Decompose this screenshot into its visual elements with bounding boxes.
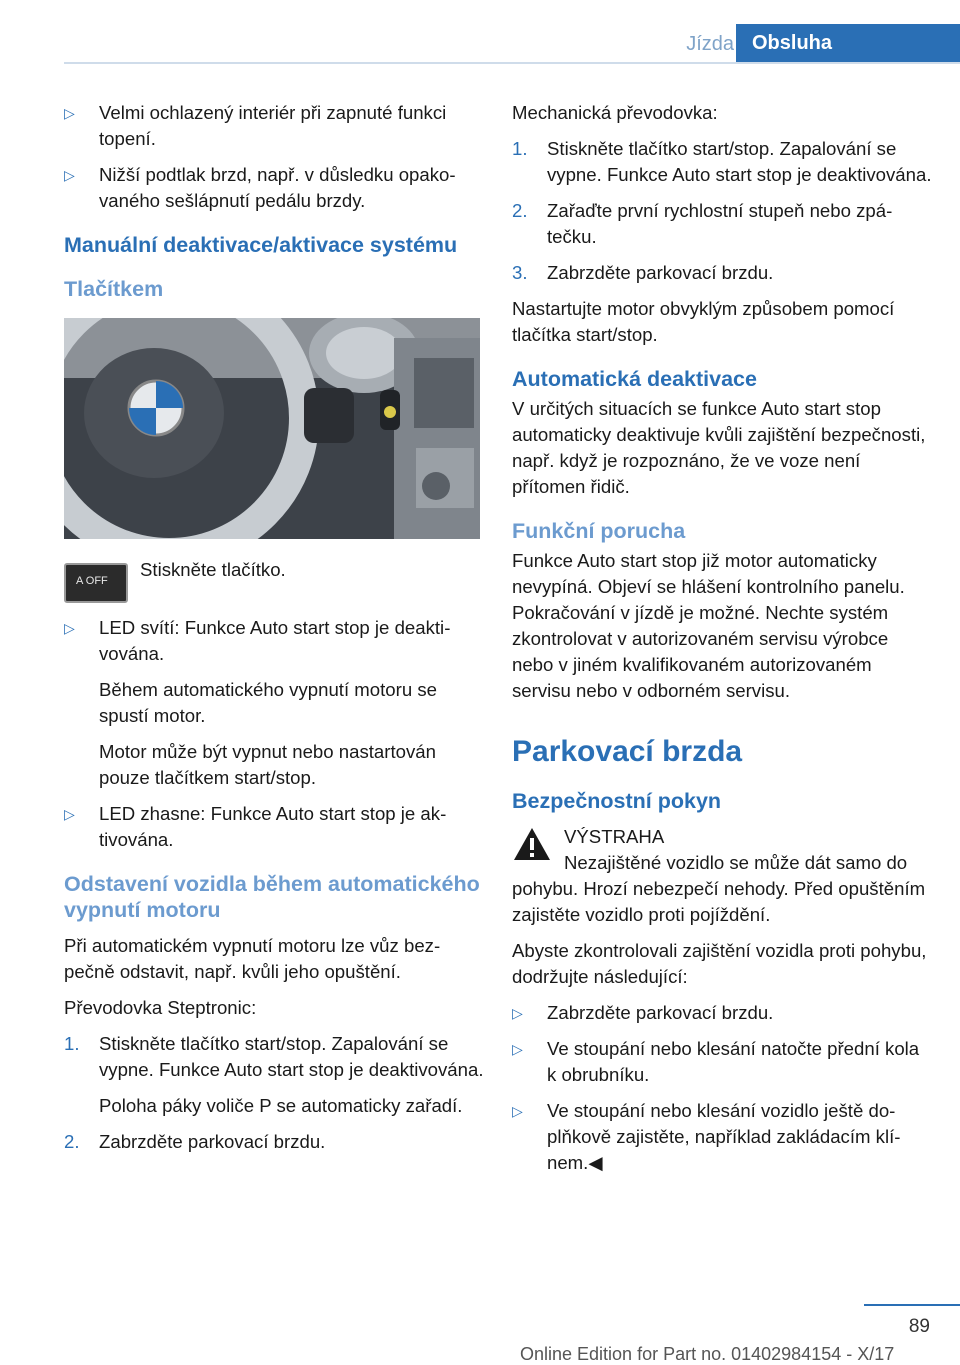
auto-start-stop-button[interactable]: A OFF (64, 563, 128, 603)
triangle-bullet-icon: ▷ (512, 1103, 523, 1119)
heading-by-button: Tlačítkem (64, 277, 164, 301)
triangle-bullet-icon: ▷ (64, 806, 75, 822)
tab-obsluha[interactable]: Obsluha (736, 24, 960, 62)
list-item: ▷ Nižší podtlak brzd, např. v důsledku opakovaného sešlápnutí pedálu brzdy. (64, 164, 456, 211)
list-item: ▷ LED svítí: Funkce Auto start stop je deaktivována. Během automatického vypnutí motoru se spustí motor. Motor může být vypnut nebo nastartován pouze tlačítkem start/stop. (64, 617, 451, 788)
warning-title: VÝSTRAHA (564, 826, 665, 847)
heading-parking-brake: Parkovací brzda (512, 735, 743, 768)
heading-safety-note: Bezpečnostní pokyn (512, 789, 722, 813)
right-column (512, 100, 932, 1186)
left-column (64, 100, 484, 1165)
auto-start-stop-button-row (64, 557, 484, 601)
steering-wheel-photo (64, 318, 480, 539)
numbered-item: 1. Stiskněte tlačítko start/stop. Zapalování se vypne. Funkce Auto start stop je deaktivována. (512, 138, 932, 185)
page-number: 89 (908, 1316, 930, 1337)
heading-malfunction: Funkční porucha (512, 519, 686, 543)
list-item: ▷ LED zhasne: Funkce Auto start stop je aktivována. (64, 803, 447, 850)
warning-text: Nezajištěné vozidlo se může dát samo do pohybu. Hrozí nebezpečí nehody. Před opuštěním zajistěte vozidlo proti pojíždění. (512, 852, 926, 925)
triangle-bullet-icon: ▷ (64, 105, 75, 121)
warning-block (512, 824, 932, 878)
malfunction-text: Funkce Auto start stop již motor automaticky nevypíná. Objeví se hlášení kontrolního panelu. Pokračování v jízdě je možné. Nechte systém zkontrolovat v autorizovaném servisu výrobce nebo v jiném kvalifikovaném autorizovaném servisu nebo v odborném servisu. (512, 550, 905, 701)
header-divider (64, 62, 960, 64)
footer-divider (864, 1304, 960, 1306)
footer-edition: Online Edition for Part no. 01402984154 - X/17 (520, 1344, 895, 1364)
check-text: Abyste zkontrolovali zajištění vozidla proti pohybu, dodržujte následující: (512, 940, 927, 987)
list-item: ▷ Velmi ochlazený interiér při zapnuté funkci topení. (64, 102, 447, 149)
button-caption: Stiskněte tlačítko. (140, 559, 286, 580)
numbered-item: 2. Zabrzděte parkovací brzdu. (64, 1131, 326, 1152)
parking-text: Při automatickém vypnutí motoru lze vůz bezpečně odstavit, např. kvůli jeho opuštění. (64, 935, 441, 982)
tab-jizda[interactable]: Jízda (686, 33, 734, 55)
manual-transmission-label: Mechanická převodovka: (512, 102, 718, 123)
steptronic-label: Převodovka Steptronic: (64, 997, 257, 1018)
heading-parking-during-stop: Odstavení vozidla během automatického vypnutí motoru (64, 872, 480, 922)
numbered-item: 3. Zabrzděte parkovací brzdu. (512, 262, 774, 283)
numbered-item: 2. Zařaďte první rychlostní stupeň nebo zpátečku. (512, 200, 893, 247)
auto-deactivation-text: V určitých situacích se funkce Auto start stop automaticky deaktivuje kvůli zajištění bezpečnosti, např. když je rozpoznáno, že ve voze není přítomen řidič. (512, 398, 926, 497)
heading-automatic-deactivation: Automatická deaktivace (512, 367, 757, 391)
triangle-bullet-icon: ▷ (512, 1005, 523, 1021)
manual-after-text: Nastartujte motor obvyklým způsobem pomocí tlačítka start/stop. (512, 298, 895, 345)
numbered-item: 1. Stiskněte tlačítko start/stop. Zapalování se vypne. Funkce Auto start stop je deaktivována. Poloha páky voliče P se automaticky zařadí. (64, 1033, 484, 1116)
triangle-bullet-icon: ▷ (512, 1041, 523, 1057)
dashboard-illustration (64, 318, 480, 539)
list-item: ▷ Ve stoupání nebo klesání vozidlo ještě doplňkově zajistěte, například zakládacím klínem.◀ (512, 1100, 901, 1173)
warning-triangle-icon (512, 826, 552, 862)
heading-manual-deactivation: Manuální deaktivace/aktivace systému (64, 233, 458, 257)
list-item: ▷ Zabrzděte parkovací brzdu. (512, 1000, 932, 1026)
triangle-bullet-icon: ▷ (64, 620, 75, 636)
list-item: ▷ Ve stoupání nebo klesání natočte přední kola k obrubníku. (512, 1038, 920, 1085)
triangle-bullet-icon: ▷ (64, 167, 75, 183)
